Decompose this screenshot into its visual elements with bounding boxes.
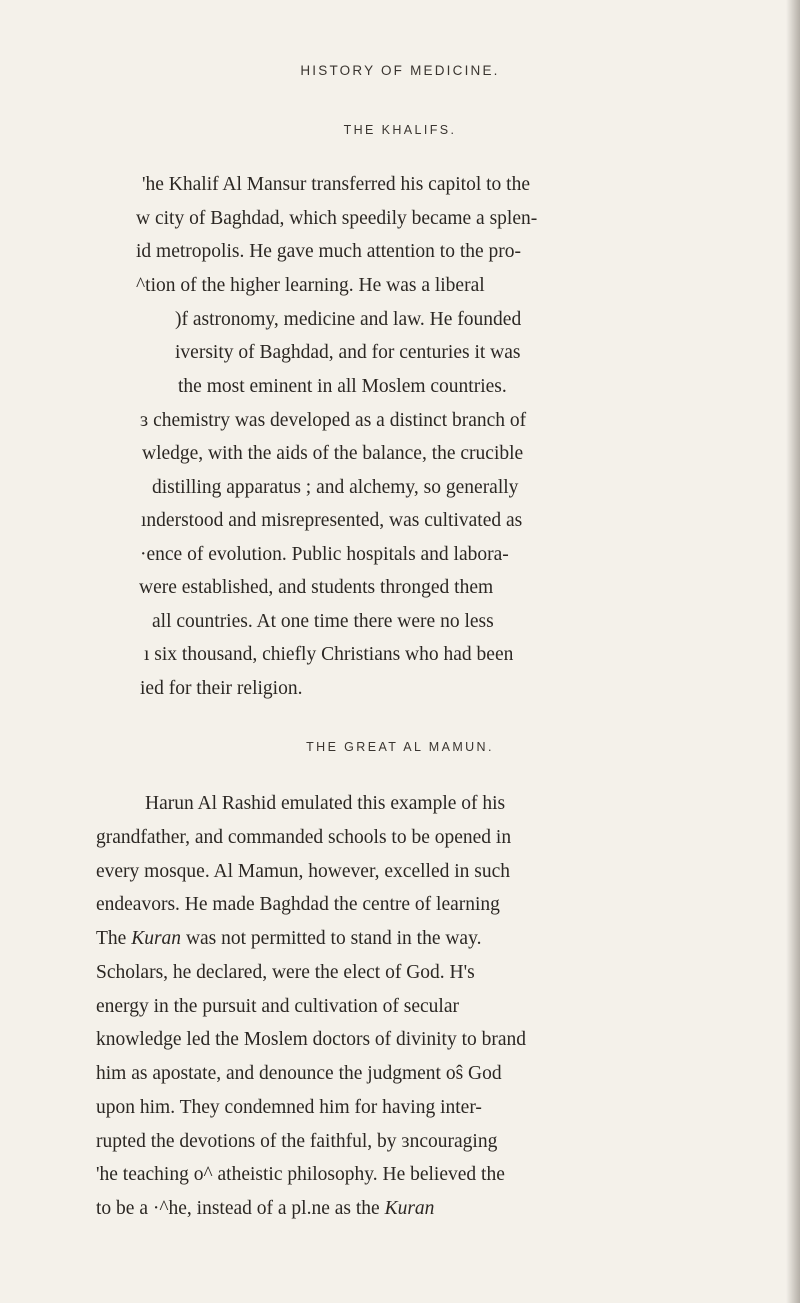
line-text: to be a [96,1198,153,1219]
paragraph-line: iversity of Baghdad, and for centuries it was [175,342,521,363]
paragraph-line: endeavors. He made Baghdad the centre of learning [96,894,500,915]
paragraph-line: ied for their religion. [140,678,303,699]
paragraph-line: all countries. At one time there were no less [152,611,494,632]
italic-title-kuran: Kuran [131,928,182,949]
line-text: was not permitted to stand in the way. [181,928,482,949]
paragraph-line: Scholars, he declared, were the elect of God. H's [96,962,475,983]
italic-title-kuran: Kuran [384,1198,435,1219]
paragraph-line: 'he teaching o^ atheistic philosophy. He believed the [96,1164,505,1185]
paragraph-line: energy in the pursuit and cultivation of secular [96,996,459,1017]
paragraph-line: grandfather, and commanded schools to be opened in [96,827,512,848]
paragraph-line: wledge, with the aids of the balance, the crucible [142,443,524,464]
paragraph-line: were established, and students thronged them [139,577,494,598]
paragraph-line: him as apostate, and denounce the judgment oŝ God [96,1063,502,1084]
paragraph-line: )f astronomy, medicine and law. He founded [175,309,522,330]
paragraph-line [96,927,481,951]
paragraph-line: ɜ chemistry was developed as a distinct branch of [140,410,527,431]
section-title-great-al-mamun: THE GREAT AL MAMUN. [306,740,494,754]
paragraph-line: distilling apparatus ; and alchemy, so generally [152,477,519,498]
paragraph-line: 'he Khalif Al Mansur transferred his capitol to the [142,174,530,195]
paragraph-line: every mosque. Al Mamun, however, excelled in such [96,861,511,882]
section-title-khalifs: THE KHALIFS. [343,123,457,137]
paragraph-line: rupted the devotions of the faithful, by ɜncouraging [96,1131,498,1152]
paragraph-line: ı six thousand, chiefly Christians who had been [144,644,514,665]
line-text: The [96,928,132,949]
paragraph-line: ·ence of evolution. Public hospitals and labora- [140,544,509,565]
paragraph-line: knowledge led the Moslem doctors of divinity to brand [96,1029,527,1050]
paragraph-line: upon him. They condemned him for having inter- [96,1097,482,1118]
paragraph-line: Harun Al Rashid emulated this example of his [145,793,506,814]
page-edge-shadow [786,0,800,1303]
paragraph-line: ınderstood and misrepresented, was cultivated as [141,510,523,531]
line-text: ·^he, instead of a pl.ne as the [152,1198,385,1219]
paragraph-line: ^tion of the higher learning. He was a liberal [136,275,485,296]
paragraph-line: w city of Baghdad, which speedily became a splen- [136,208,538,229]
paragraph-line: id metropolis. He gave much attention to the pro- [136,241,522,262]
paragraph-line: the most eminent in all Moslem countries. [178,376,507,397]
running-head: HISTORY OF MEDICINE. [300,63,500,78]
paragraph-line [96,1197,434,1221]
